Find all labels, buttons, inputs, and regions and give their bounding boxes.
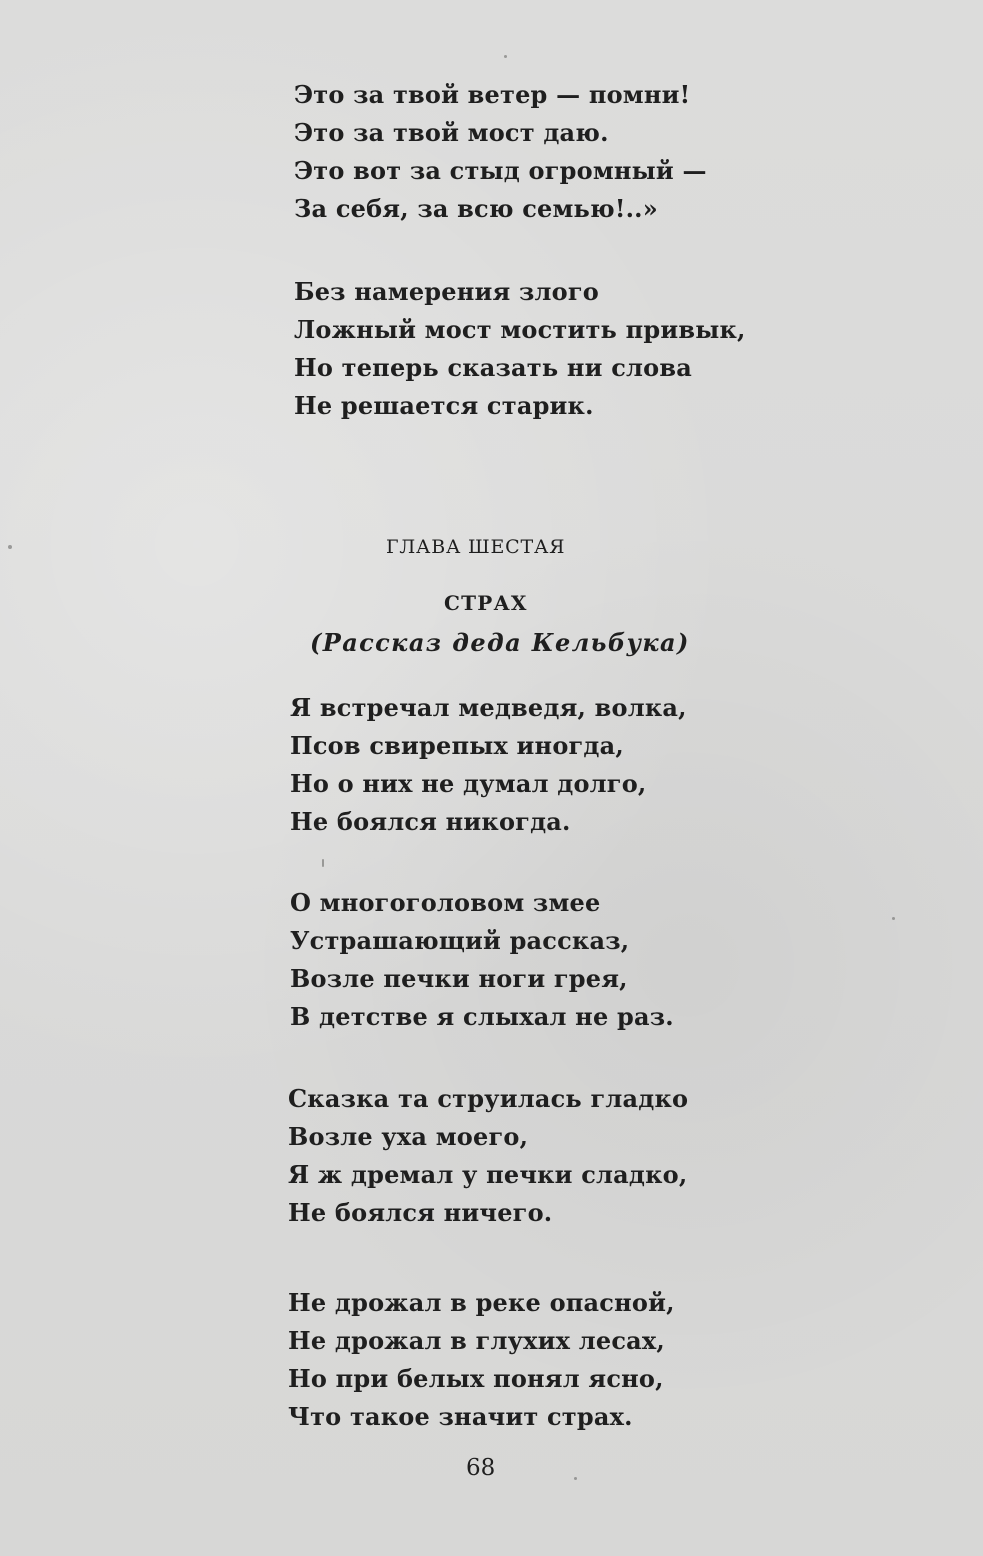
paper-speck — [8, 545, 12, 549]
chapter-title: СТРАХ — [444, 591, 528, 615]
poem-line: Не боялся никогда. — [290, 807, 571, 836]
poem-line: Я ж дремал у печки сладко, — [288, 1160, 688, 1189]
poem-line: Сказка та струилась гладко — [288, 1084, 689, 1113]
poem-line: Это вот за стыд огромный — — [294, 156, 707, 185]
paper-speck — [322, 859, 324, 867]
page-number: 68 — [466, 1455, 496, 1481]
poem-line: Возле печки ноги грея, — [290, 964, 628, 993]
stanza-3 — [290, 689, 687, 841]
poem-line: Не боялся ничего. — [288, 1198, 553, 1227]
poem-line: Без намерения злого — [294, 277, 599, 306]
poem-line: Не решается старик. — [294, 391, 594, 420]
poem-line: Ложный мост мостить привык, — [294, 315, 746, 344]
poem-line: Не дрожал в глухих лесах, — [288, 1326, 665, 1355]
chapter-subtitle: (Рассказ деда Кельбука) — [310, 628, 690, 657]
stanza-1 — [294, 76, 707, 228]
stanza-4 — [290, 884, 674, 1036]
poem-line: В детстве я слыхал не раз. — [290, 1002, 674, 1031]
stanza-2 — [294, 273, 746, 425]
stanza-5 — [288, 1080, 688, 1232]
paper-speck — [504, 55, 507, 58]
poem-line: Но о них не думал долго, — [290, 769, 647, 798]
poem-line: Но при белых понял ясно, — [288, 1364, 664, 1393]
poem-line: Что такое значит страх. — [288, 1402, 633, 1431]
poem-line: Но теперь сказать ни слова — [294, 353, 693, 382]
poem-line: Я встречал медведя, волка, — [290, 693, 687, 722]
poem-line: Не дрожал в реке опасной, — [288, 1288, 675, 1317]
chapter-label: ГЛАВА ШЕСТАЯ — [386, 536, 566, 558]
poem-line: За себя, за всю семью!..» — [294, 194, 658, 223]
paper-speck — [574, 1477, 577, 1480]
poem-line: Это за твой ветер — помни! — [294, 80, 691, 109]
poem-line: Устрашающий рассказ, — [290, 926, 630, 955]
stanza-6 — [288, 1284, 675, 1436]
poem-line: О многоголовом змее — [290, 888, 601, 917]
poem-line: Псов свирепых иногда, — [290, 731, 624, 760]
poem-line: Возле уха моего, — [288, 1122, 529, 1151]
paper-speck — [892, 917, 895, 920]
poem-line: Это за твой мост даю. — [294, 118, 609, 147]
